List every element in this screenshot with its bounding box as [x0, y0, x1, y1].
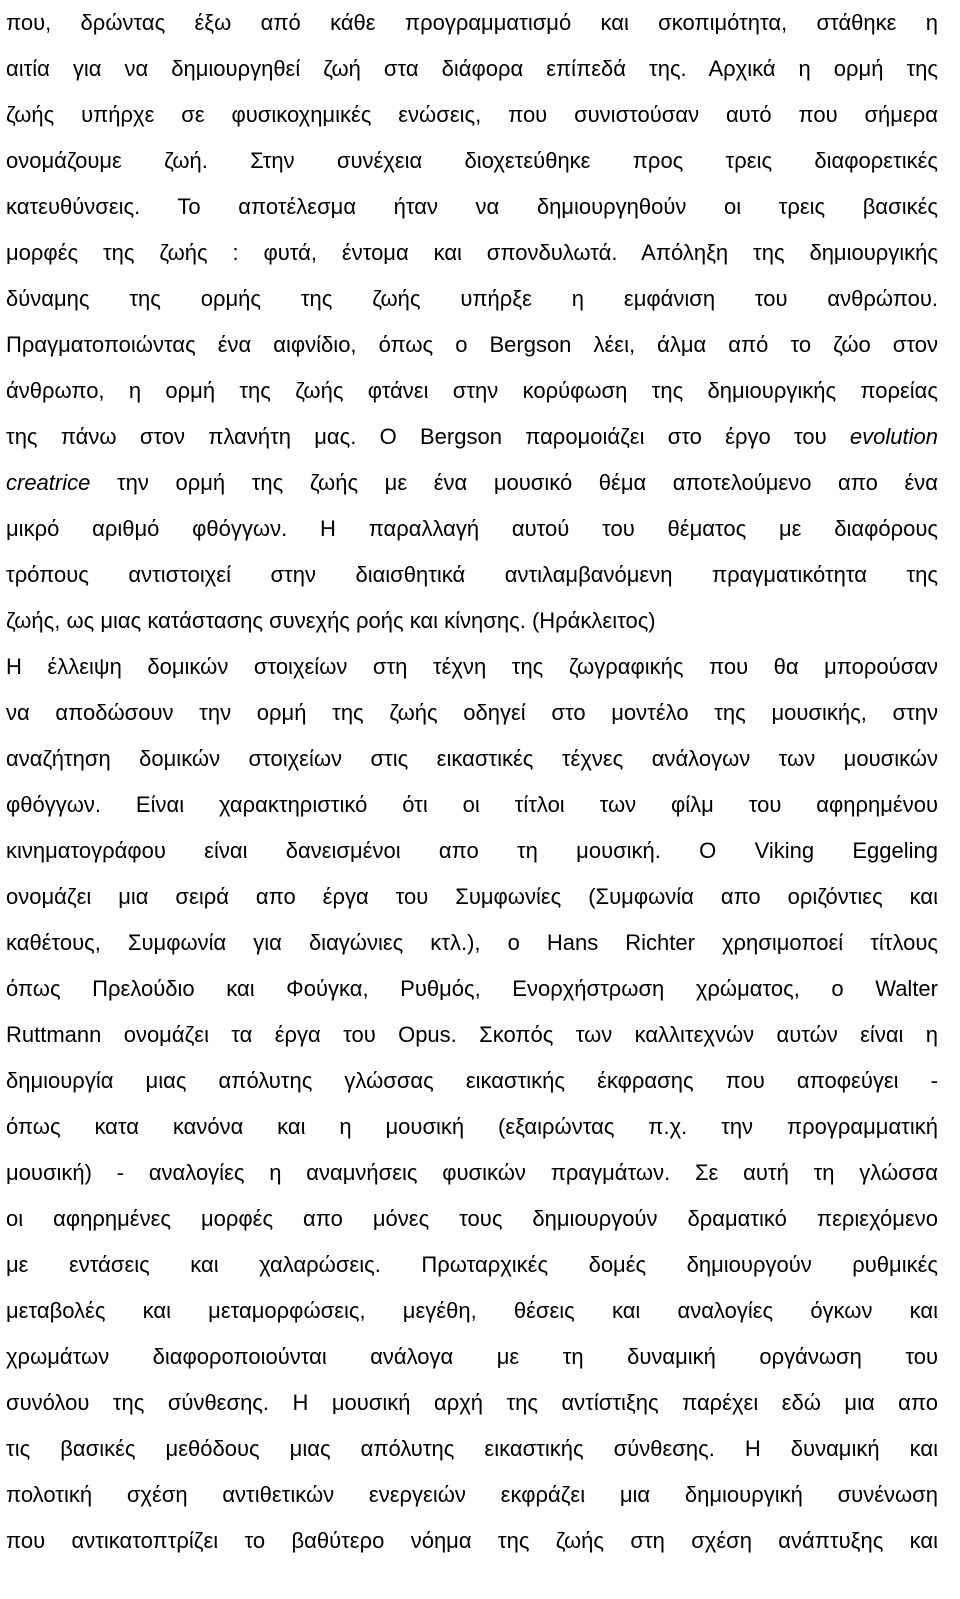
text-segment: μικρό αριθμό φθόγγων. Η παραλλαγή αυτού του θέματος με διαφόρους [6, 516, 938, 541]
text-segment: μορφές της ζωής : φυτά, έντομα και σπονδυλωτά. Απόληξη της δημιουργικής [6, 240, 938, 265]
text-line [6, 552, 938, 598]
text-line [6, 1058, 938, 1104]
text-segment: την ορμή της ζωής με ένα μουσικό θέμα αποτελούμενο απο ένα [90, 470, 938, 495]
text-line [6, 322, 938, 368]
text-segment: με εντάσεις και χαλαρώσεις. Πρωταρχικές δομές δημιουργούν ρυθμικές [6, 1252, 938, 1277]
text-segment: ονομάζει μια σειρά απο έργα του Συμφωνίες (Συμφωνία απο οριζόντιες και [6, 884, 938, 909]
text-segment: τρόπους αντιστοιχεί στην διαισθητικά αντιλαμβανόμενη πραγματικότητα της [6, 562, 938, 587]
text-segment: δύναμης της ορμής της ζωής υπήρξε η εμφάνιση του ανθρώπου. [6, 286, 938, 311]
text-segment: Ruttmann ονομάζει τα έργα του Opus. Σκοπός των καλλιτεχνών αυτών είναι η [6, 1022, 938, 1047]
text-line [6, 1150, 938, 1196]
text-line [6, 1288, 938, 1334]
text-segment: ζωής, ως μιας κατάστασης συνεχής ροής και κίνησης. (Ηράκλειτος) [6, 608, 656, 633]
text-segment: άνθρωπο, η ορμή της ζωής φτάνει στην κορύφωση της δημιουργικής πορείας [6, 378, 938, 403]
text-segment: κινηματογράφου είναι δανεισμένοι απο τη μουσική. Ο Viking Eggeling [6, 838, 938, 863]
text-line [6, 1518, 938, 1564]
text-line [6, 230, 938, 276]
text-segment: συνόλου της σύνθεσης. Η μουσική αρχή της αντίστιξης παρέχει εδώ μια απο [6, 1390, 938, 1415]
text-segment: Πραγματοποιώντας ένα αιφνίδιο, όπως ο Bergson λέει, άλμα από το ζώο στον [6, 332, 938, 357]
text-segment: ζωής υπήρχε σε φυσικοχημικές ενώσεις, που συνιστούσαν αυτό που σήμερα [6, 102, 938, 127]
text-segment: αναζήτηση δομικών στοιχείων στις εικαστικές τέχνες ανάλογων των μουσικών [6, 746, 938, 771]
text-line [6, 368, 938, 414]
text-segment: που, δρώντας έξω από κάθε προγραμματισμό και σκοπιμότητα, στάθηκε η [6, 10, 938, 35]
text-line [6, 966, 938, 1012]
text-line [6, 1426, 938, 1472]
text-segment: όπως Πρελούδιο και Φούγκα, Ρυθμός, Ενορχήστρωση χρώματος, ο Walter [6, 976, 938, 1001]
text-line [6, 644, 938, 690]
text-line [6, 1334, 938, 1380]
text-line [6, 1472, 938, 1518]
text-line [6, 598, 938, 644]
text-line [6, 828, 938, 874]
text-segment: δημιουργία μιας απόλυτης γλώσσας εικαστικής έκφρασης που αποφεύγει - [6, 1068, 938, 1093]
text-segment: χρωμάτων διαφοροποιούνται ανάλογα με τη δυναμική οργάνωση του [6, 1344, 938, 1369]
text-line [6, 1104, 938, 1150]
text-line [6, 920, 938, 966]
text-line [6, 1242, 938, 1288]
text-line [6, 1196, 938, 1242]
text-line [6, 0, 938, 46]
text-segment: μουσική) - αναλογίες η αναμνήσεις φυσικών πραγμάτων. Σε αυτή τη γλώσσα [6, 1160, 938, 1185]
text-segment: μεταβολές και μεταμορφώσεις, μεγέθη, θέσεις και αναλογίες όγκων και [6, 1298, 938, 1323]
italic-text-segment: evolution [849, 424, 938, 449]
text-line [6, 1012, 938, 1058]
text-segment: που αντικατοπτρίζει το βαθύτερο νόημα της ζωής στη σχέση ανάπτυξης και [6, 1528, 938, 1553]
text-segment: κατευθύνσεις. Το αποτέλεσμα ήταν να δημιουργηθούν οι τρεις βασικές [6, 194, 938, 219]
text-segment: αιτία για να δημιουργηθεί ζωή στα διάφορα επίπεδά της. Αρχικά η ορμή της [6, 56, 938, 81]
text-line [6, 184, 938, 230]
text-segment: Η έλλειψη δομικών στοιχείων στη τέχνη της ζωγραφικής που θα μπορούσαν [6, 654, 938, 679]
italic-text-segment: creatrice [6, 470, 91, 495]
text-segment: καθέτους, Συμφωνία για διαγώνιες κτλ.), ο Hans Richter χρησιμοποεί τίτλους [6, 930, 938, 955]
text-line [6, 506, 938, 552]
text-segment: οι αφηρημένες μορφές απο μόνες τους δημιουργούν δραματικό περιεχόμενο [6, 1206, 938, 1231]
text-segment: ονομάζουμε ζωή. Στην συνέχεια διοχετεύθηκε προς τρεις διαφορετικές [6, 148, 938, 173]
text-line [6, 1380, 938, 1426]
text-line [6, 690, 938, 736]
text-segment: όπως κατα κανόνα και η μουσική (εξαιρώντας π.χ. την προγραμματική [6, 1114, 938, 1139]
text-line [6, 874, 938, 920]
text-line [6, 46, 938, 92]
text-line [6, 92, 938, 138]
text-line [6, 782, 938, 828]
text-segment: πολοτική σχέση αντιθετικών ενεργειών εκφράζει μια δημιουργική συνένωση [6, 1482, 938, 1507]
text-line [6, 276, 938, 322]
text-segment: φθόγγων. Είναι χαρακτηριστικό ότι οι τίτλοι των φίλμ του αφηρημένου [6, 792, 938, 817]
text-line [6, 736, 938, 782]
text-segment: της πάνω στον πλανήτη μας. Ο Bergson παρομοιάζει στο έργο του [6, 424, 850, 449]
text-segment: τις βασικές μεθόδους μιας απόλυτης εικαστικής σύνθεσης. Η δυναμική και [6, 1436, 938, 1461]
text-line [6, 138, 938, 184]
text-line [6, 460, 938, 506]
text-line [6, 414, 938, 460]
text-segment: να αποδώσουν την ορμή της ζωής οδηγεί στο μοντέλο της μουσικής, στην [6, 700, 938, 725]
